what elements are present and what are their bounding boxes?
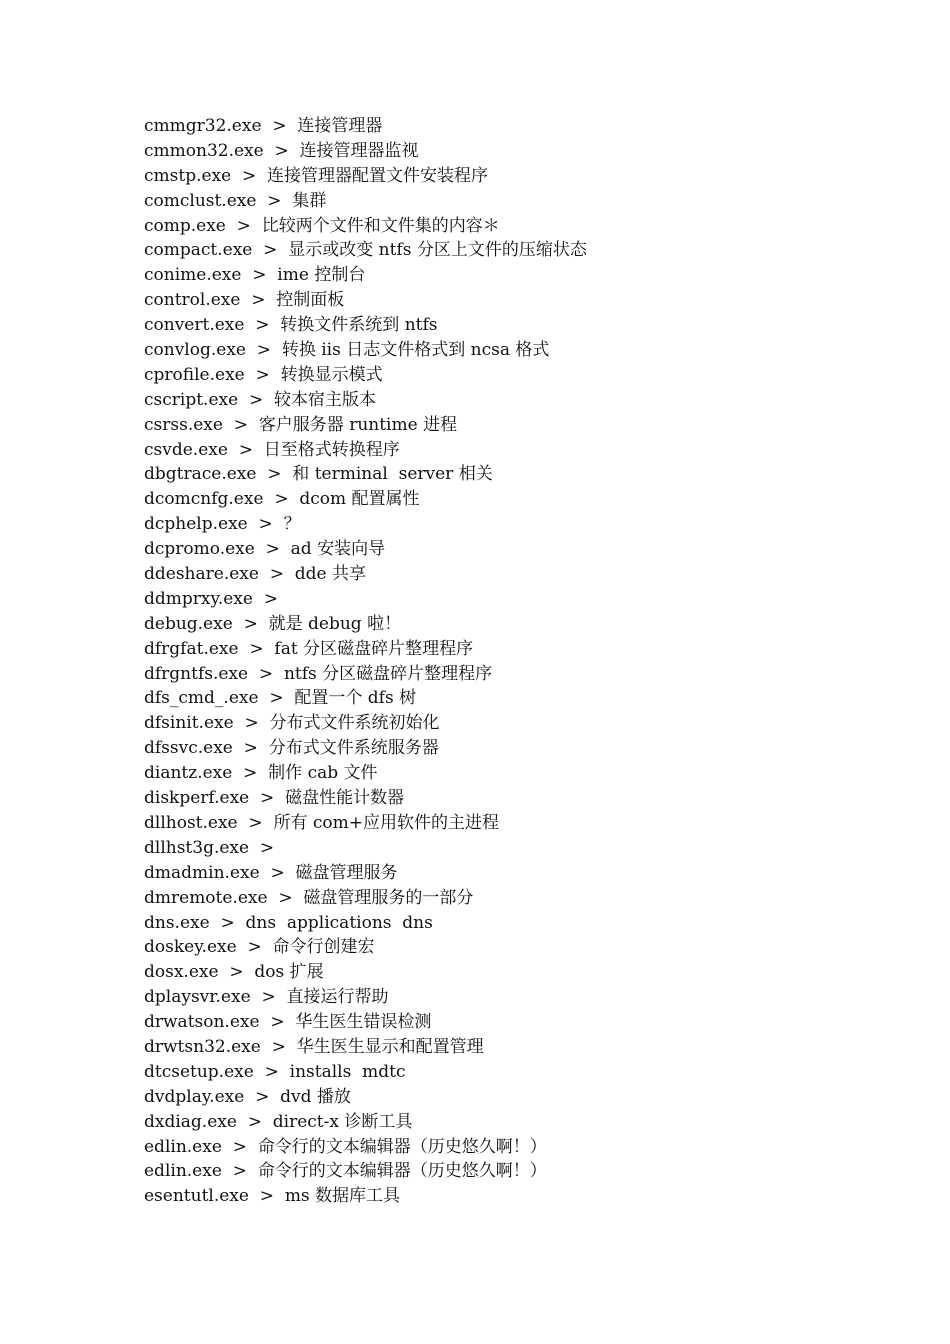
text-line: comclust.exe > 集群 <box>144 190 327 211</box>
text-line: compact.exe > 显示或改变 ntfs 分区上文件的压缩状态 <box>144 240 587 261</box>
text-line: dmremote.exe > 磁盘管理服务的一部分 <box>144 887 474 908</box>
text-line: dcpromo.exe > ad 安装向导 <box>144 539 386 560</box>
text-line: comp.exe > 比较两个文件和文件集的内容＊ <box>144 215 500 236</box>
text-line: dcphelp.exe > ？ <box>144 514 301 535</box>
text-line: edlin.exe > 命令行的文本编辑器（历史悠久啊！） <box>144 1161 547 1182</box>
text-line: dns.exe > dns applications dns <box>144 912 433 933</box>
text-line: dxdiag.exe > direct-x 诊断工具 <box>144 1111 413 1132</box>
text-line: diskperf.exe > 磁盘性能计数器 <box>144 788 405 809</box>
text-line: dfrgntfs.exe > ntfs 分区磁盘碎片整理程序 <box>144 663 493 684</box>
text-line: debug.exe > 就是 debug 啦！ <box>144 613 402 634</box>
text-line: cprofile.exe > 转换显示模式 <box>144 364 383 385</box>
text-line: dtcsetup.exe > installs mdtc <box>144 1061 406 1082</box>
text-line: dplaysvr.exe > 直接运行帮助 <box>144 987 389 1008</box>
text-line: conime.exe > ime 控制台 <box>144 265 366 286</box>
text-line: diantz.exe > 制作 cab 文件 <box>144 763 378 784</box>
text-line: dfs_cmd_.exe > 配置一个 dfs 树 <box>144 688 417 709</box>
text-line: convert.exe > 转换文件系统到 ntfs <box>144 315 438 336</box>
text-lines <box>144 114 904 1209</box>
text-line: cscript.exe > 较本宿主版本 <box>144 389 377 410</box>
text-line: cmmon32.exe > 连接管理器监视 <box>144 140 419 161</box>
text-line: csvde.exe > 日至格式转换程序 <box>144 439 400 460</box>
text-line: ddeshare.exe > dde 共享 <box>144 564 367 585</box>
text-line: dbgtrace.exe > 和 terminal server 相关 <box>144 464 493 485</box>
text-line: dosx.exe > dos 扩展 <box>144 962 324 983</box>
text-line: esentutl.exe > ms 数据库工具 <box>144 1186 401 1207</box>
text-line: ddmprxy.exe > <box>144 588 278 609</box>
text-line: dllhost.exe > 所有 com+应用软件的主进程 <box>144 812 499 833</box>
text-line: dcomcnfg.exe > dcom 配置属性 <box>144 489 420 510</box>
text-line: control.exe > 控制面板 <box>144 290 345 311</box>
text-line: drwatson.exe > 华生医生错误检测 <box>144 1012 432 1033</box>
text-line: dfssvc.exe > 分布式文件系统服务器 <box>144 738 439 759</box>
text-line: edlin.exe > 命令行的文本编辑器（历史悠久啊！） <box>144 1136 547 1157</box>
text-line: dfsinit.exe > 分布式文件系统初始化 <box>144 713 440 734</box>
text-line: csrss.exe > 客户服务器 runtime 进程 <box>144 414 458 435</box>
text-line: doskey.exe > 命令行创建宏 <box>144 937 375 958</box>
text-line: dfrgfat.exe > fat 分区磁盘碎片整理程序 <box>144 638 474 659</box>
text-line: cmstp.exe > 连接管理器配置文件安装程序 <box>144 165 489 186</box>
text-line: convlog.exe > 转换 iis 日志文件格式到 ncsa 格式 <box>144 340 550 361</box>
text-line: dvdplay.exe > dvd 播放 <box>144 1086 351 1107</box>
text-line: cmmgr32.exe > 连接管理器 <box>144 116 383 136</box>
text-line: dmadmin.exe > 磁盘管理服务 <box>144 862 398 883</box>
text-line: dllhst3g.exe > <box>144 837 275 858</box>
text-line: drwtsn32.exe > 华生医生显示和配置管理 <box>144 1036 484 1057</box>
